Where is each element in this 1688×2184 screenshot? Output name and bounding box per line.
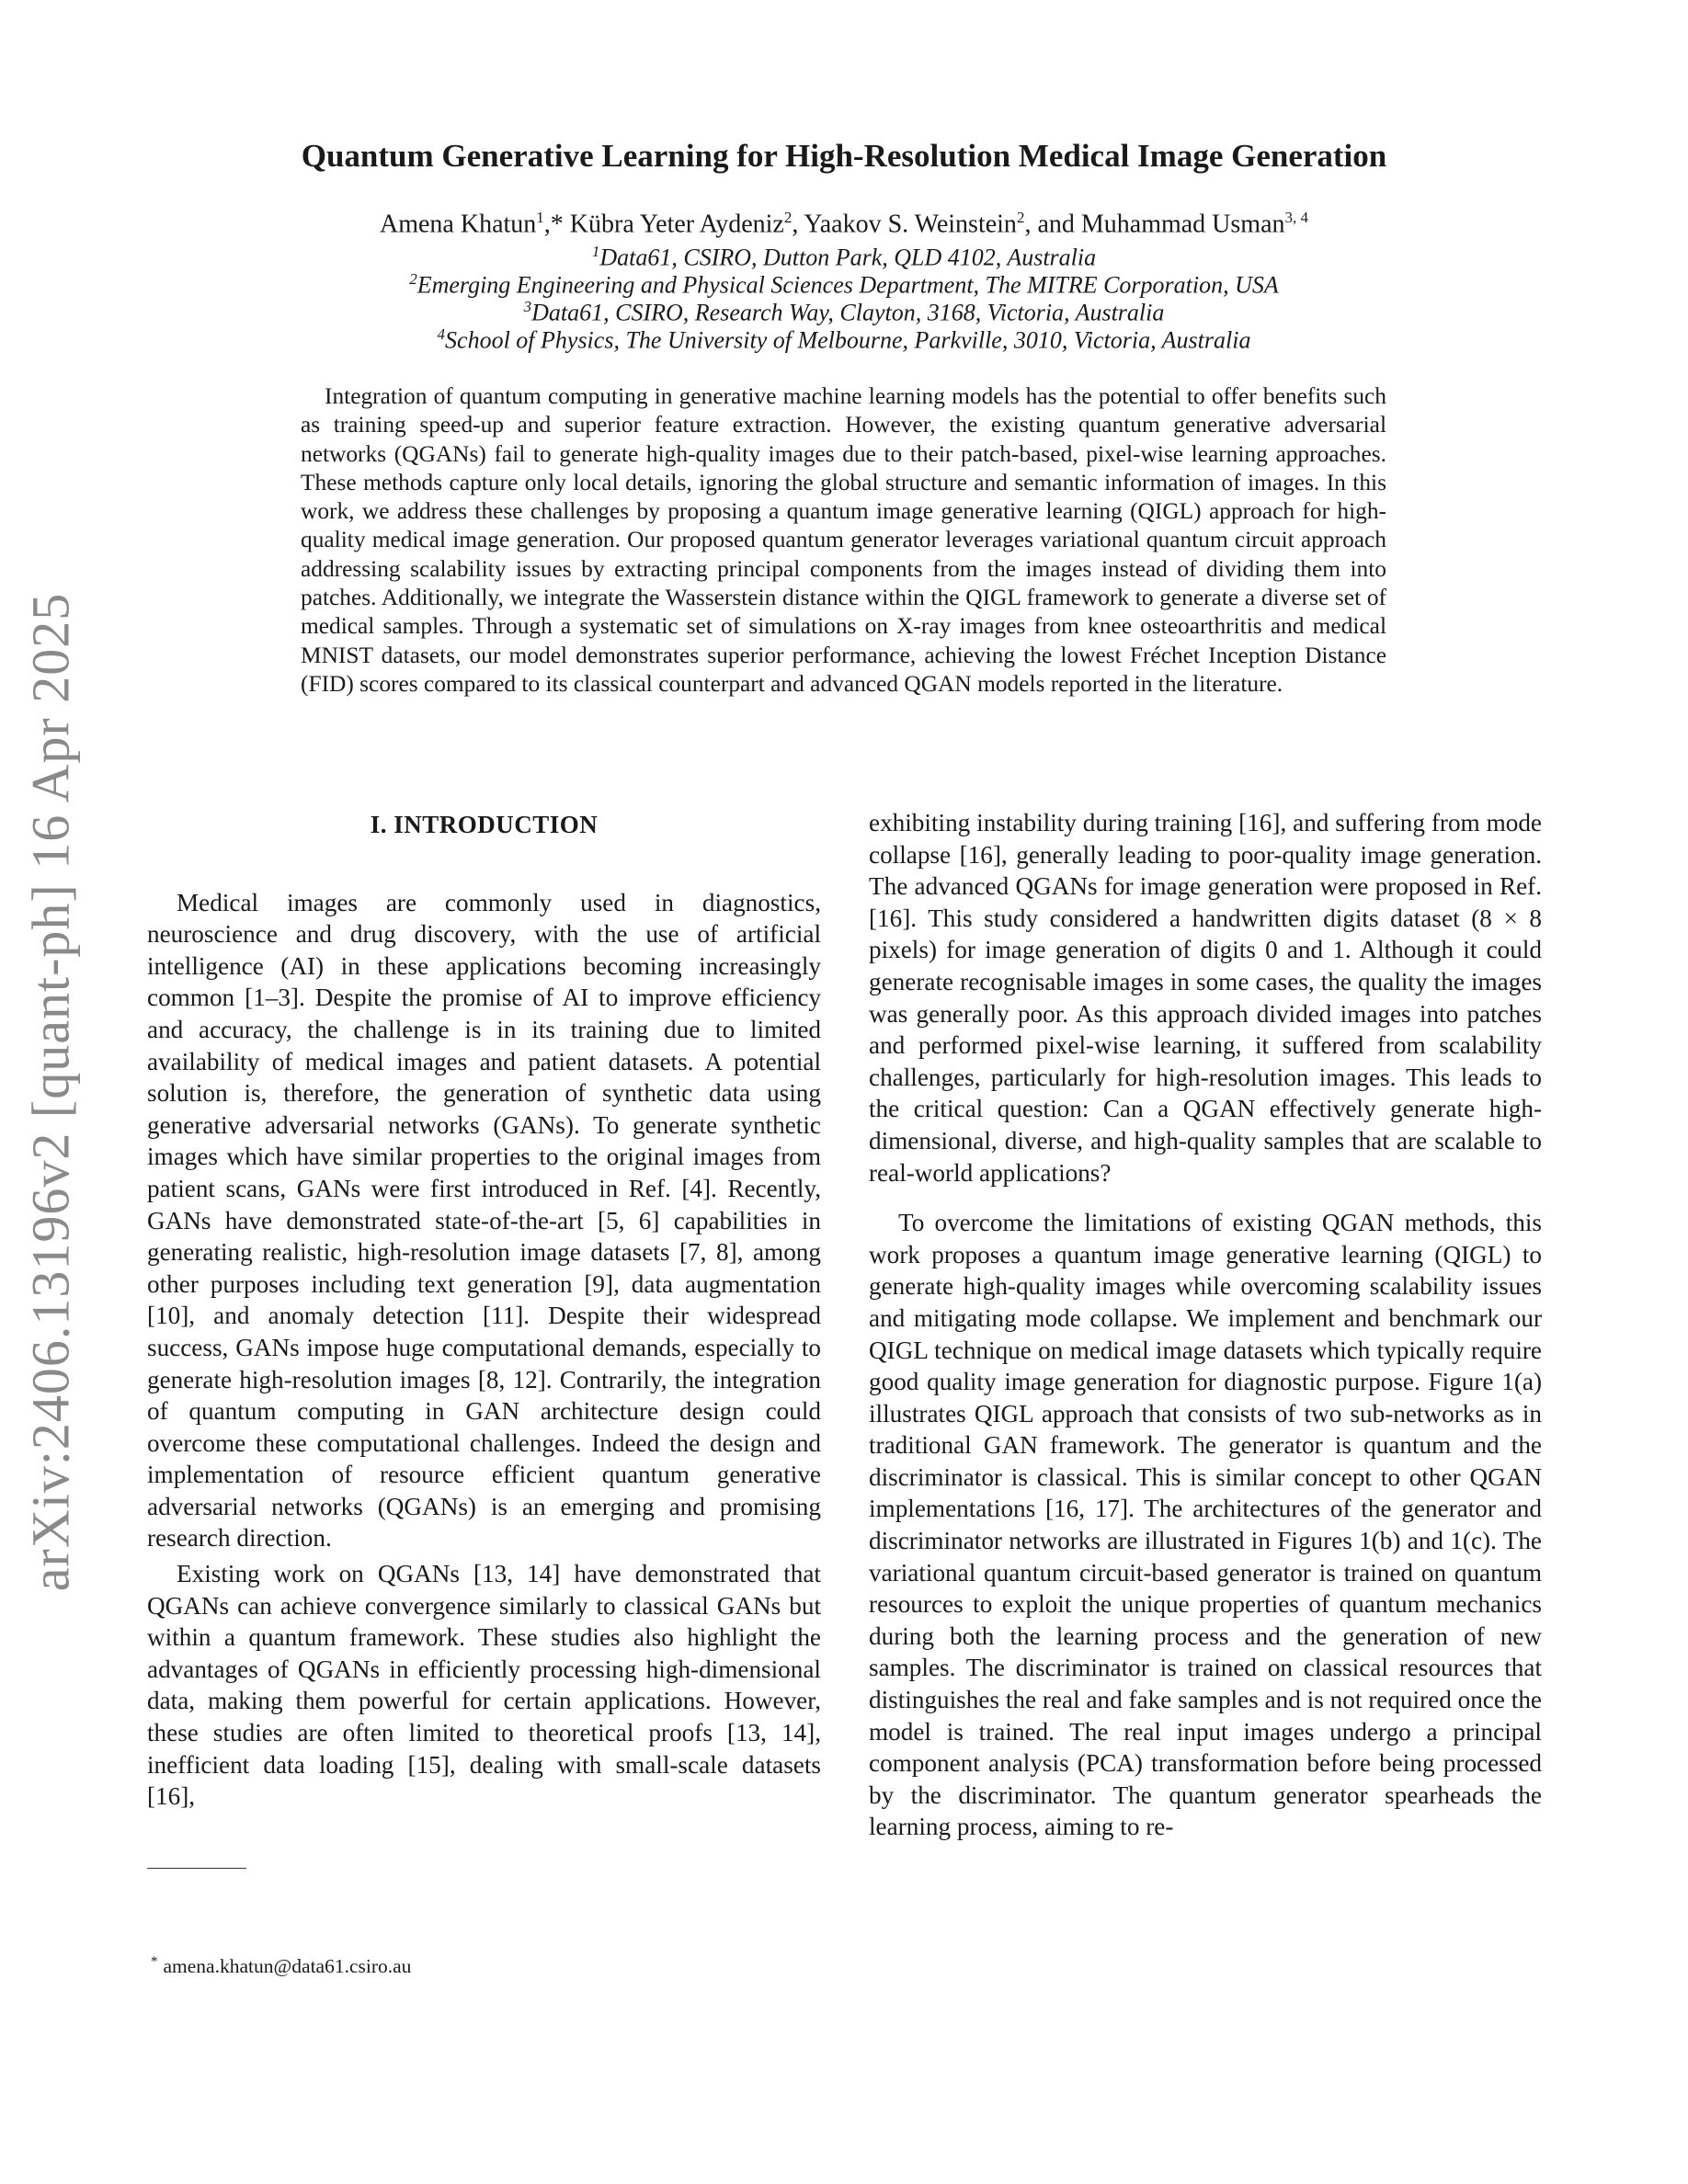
affiliation [165,298,1523,327]
affiliation-text: Emerging Engineering and Physical Sciences Department, The MITRE Corporation, USA [416,271,1279,299]
body-paragraph: Medical images are commonly used in diagnostics, neuroscience and drug discovery, with the use of artificial intelligence (AI) in these applications becoming increasingly common [1–3]. Despite the promise of AI to improve efficiency and accuracy, the challenge is in its training due to limited availability of medical images and patient datasets. A potential solution is, therefore, the generation of synthetic data using generative adversarial networks (GANs). To generate synthetic images which have similar properties to the original images from patient scans, GANs were first introduced in Ref. [4]. Recently, GANs have demonstrated state-of-the-art [5, 6] capabilities in generating realistic, high-resolution image datasets [7, 8], among other purposes including text generation [9], data augmentation [10], and anomaly detection [11]. Despite their widespread success, GANs impose huge computational demands, especially to generate high-resolution images [8, 12]. Contrarily, the integration of quantum computing in GAN architecture design could overcome these computational challenges. Indeed the design and implementation of resource efficient quantum generative adversarial networks (QGANs) is an emerging and promising research direction. [147,888,821,1553]
affiliation-mark: 4 [437,325,446,343]
author-name: Kübra Yeter Aydeniz [563,210,784,239]
corresponding-author-mark: ,* [543,210,564,239]
footnote-divider [147,1868,246,1869]
author-list [165,209,1523,239]
affiliation [165,270,1523,300]
body-paragraph: exhibiting instability during training [16], and suffering from mode collapse [16], generally leading to poor-quality image generation. The advanced QGANs for image generation were proposed in Ref. [16]. This study considered a handwritten digits dataset (8 × 8 pixels) for image generation of digits 0 and 1. Although it could generate recognisable images in some cases, the quality the images was generally poor. As this approach divided images into patches and performed pixel-wise learning, it suffered from scalability challenges, particularly for high-resolution images. This leads to the critical question: Can a QGAN effectively generate high-dimensional, diverse, and high-quality samples that are scalable to real-world applications? [869,809,1542,1187]
corresponding-email: amena.khatun@data61.csiro.au [163,1955,412,1978]
author-affiliation-mark: 1 [536,209,544,226]
body-paragraph: To overcome the limitations of existing QGAN methods, this work proposes a quantum image generative learning (QIGL) to generate high-quality images while overcoming scalability issues and mitigating mode collapse. We implement and benchmark our QIGL technique on medical image datasets which typically require good quality image generation for diagnostic purpose. Figure 1(a) illustrates QIGL approach that consists of two sub-networks as in traditional GAN framework. The generator is quantum and the discriminator is classical. This is similar concept to other QGAN implementations [16, 17]. The architectures of the generator and discriminator networks are illustrated in Figures 1(b) and 1(c). The variational quantum circuit-based generator is trained on quantum resources to exploit the unique properties of quantum mechanics during both the learning process and the generation of new samples. The discriminator is trained on classical resources that distinguishes the real and fake samples and is not required once the model is trained. The real input images undergo a principal component analysis (PCA) transformation before being processed by the discriminator. The quantum generator spearheads the learning process, aiming to re- [869,1209,1542,1841]
footnote [151,1954,411,1978]
section-heading: I. INTRODUCTION [370,811,599,838]
right-column [869,807,1542,1843]
affiliation-text: School of Physics, The University of Melbourne, Parkville, 3010, Victoria, Australia [445,326,1251,354]
footnote-mark: * [151,1954,158,1969]
author-name: Amena Khatun [380,210,537,239]
left-column [147,809,821,1813]
affiliation-text: Data61, CSIRO, Research Way, Clayton, 3168, Victoria, Australia [531,299,1165,326]
affiliation [165,325,1523,355]
author-affiliation-mark: 2 [1016,209,1025,226]
author-affiliation-mark: 2 [783,209,793,226]
body-paragraph: Existing work on QGANs [13, 14] have demonstrated that QGANs can achieve convergence similarly to classical GANs but within a quantum framework. These studies also highlight the advantages of QGANs in efficiently processing high-dimensional data, making them powerful for certain applications. However, these studies are often limited to theoretical proofs [13, 14], inefficient data loading [15], dealing with small-scale datasets [16], [147,1560,821,1811]
abstract: Integration of quantum computing in generative machine learning models has the potential to offer benefits such as training speed-up and superior feature extraction. However, the existing quantum generative adversarial networks (QGANs) fail to generate high-quality images due to their patch-based, pixel-wise learning approaches. These methods capture only local details, ignoring the global structure and semantic information of images. In this work, we address these challenges by proposing a quantum image generative learning (QIGL) approach for high-quality medical image generation. Our proposed quantum generator leverages variational quantum circuit approach addressing scalability issues by extracting principal components from the images instead of dividing them into patches. Additionally, we integrate the Wasserstein distance within the QIGL framework to generate a diverse set of medical samples. Through a systematic set of simulations on X-ray images from knee osteoarthritis and medical MNIST datasets, our model demonstrates superior performance, achieving the lowest Fréchet Inception Distance (FID) scores compared to its classical counterpart and advanced QGAN models reported in the literature. [301,383,1386,697]
author-name: , and Muhammad Usman [1024,210,1285,239]
author-name: , Yaakov S. Weinstein [792,210,1017,239]
paper-title: Quantum Generative Learning for High-Resolution Medical Image Generation [301,138,1387,174]
author-affiliation-mark: 3, 4 [1284,209,1308,226]
arxiv-identifier: arXiv:2406.13196v2 [quant-ph] 16 Apr 2025 [20,592,81,1592]
affiliation-mark: 2 [409,270,417,288]
affiliation-text: Data61, CSIRO, Dutton Park, QLD 4102, Australia [599,244,1097,271]
affiliation-mark: 1 [591,243,600,260]
affiliation-mark: 3 [523,298,532,315]
affiliation [165,243,1523,272]
